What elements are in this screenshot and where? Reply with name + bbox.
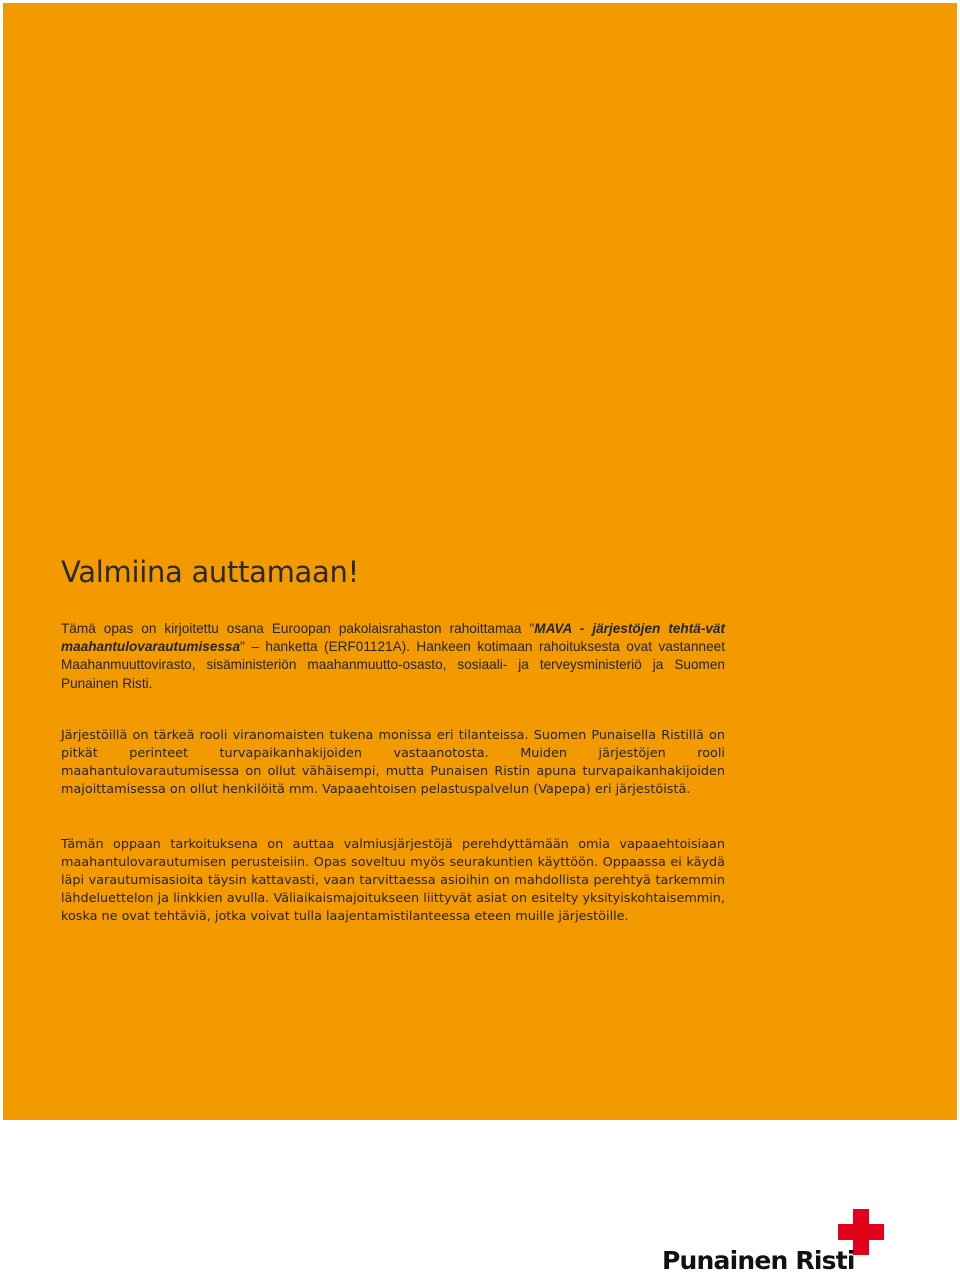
purpose-paragraph: Tämän oppaan tarkoituksena on auttaa valmiusjärjestöjä perehdyttämään omia vapaaehtoisiaan maahantulovarautumisen perusteisiin. Opas soveltuu myös seurakuntien käyttöön. Oppaassa ei käydä läpi varautumisasioita täysin kattavasti, vaan tarvittaessa asioihin on mahdollista perehtyä tarkemmin lähdeluettelon ja linkkien avulla. Väliaikaismajoitukseen liittyvät asiat on esitelty yksityiskohtaisemmin, koska ne ovat tehtäviä, jotka voivat tulla laajentamistilanteessa eteen muille järjestöille. <box>61 836 725 925</box>
text-block <box>61 552 725 927</box>
intro-paragraph <box>61 620 725 693</box>
intro-text-end: " – hanketta (ERF01121A). Hankeen kotimaan rahoituksesta ovat vastanneet Maahanmuuttovirasto, sisäministeriön maahanmuutto-osasto, sosiaali- ja terveysministeriö ja Suomen Punainen Risti. <box>61 639 725 691</box>
punainen-risti-logo <box>662 1209 886 1279</box>
page-title: Valmiina auttamaan! <box>61 555 359 589</box>
organizations-paragraph: Järjestöillä on tärkeä rooli viranomaisten tukena monissa eri tilanteissa. Suomen Punaisella Ristillä on pitkät perinteet turvapaikanhakijoiden vastaanotosta. Muiden järjestöjen rooli maahantulovarautumisessa on ollut vähäisempi, mutta Punaisen Ristin apuna turvapaikanhakijoiden majoittamisessa on ollut henkilöitä mm. Vapaaehtoisen pelastuspalvelun (Vapepa) eri järjestöistä. <box>61 727 725 798</box>
intro-text-start: Tämä opas on kirjoitettu osana Euroopan pakolaisrahaston rahoittamaa " <box>61 621 535 636</box>
logo-text: Punainen Risti <box>662 1246 855 1275</box>
project-name: MAVA - järjestöjen tehtä-vät maahantulovarautumisessa <box>61 621 725 655</box>
